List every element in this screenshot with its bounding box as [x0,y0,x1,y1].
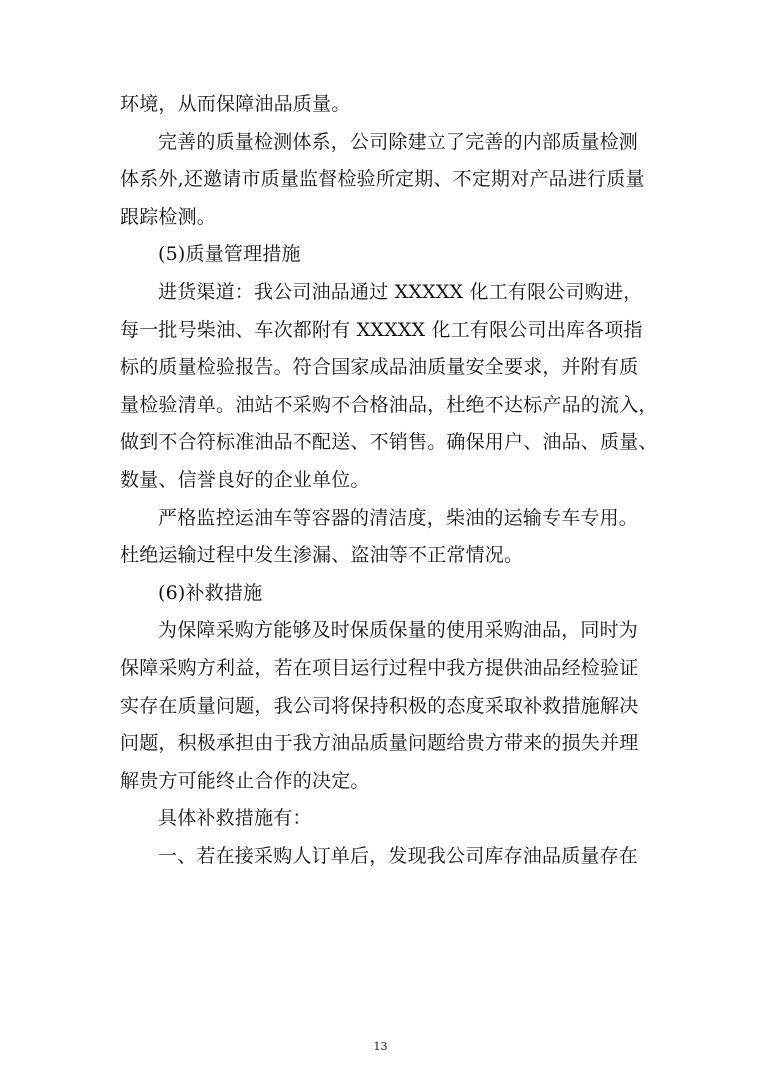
text-line: 实存在质量问题，我公司将保持积极的态度采取补救措施解决 [120,694,639,717]
text-line: 环境，从而保障油品质量。 [120,93,351,115]
section-heading: (6)补救措施 [158,581,263,604]
text-line: 标的质量检验报告。符合国家成品油质量安全要求，并附有质 [120,356,639,379]
text-line: 每一批号柴油、车次都附有 XXXXX 化工有限公司出库各项指 [120,318,643,341]
text-line: 问题，积极承担由于我方油品质量问题给贵方带来的损失并理 [120,732,639,755]
text-line: 杜绝运输过程中发生渗漏、盗油等不正常情况。 [120,544,524,567]
text-line: 体系外,还邀请市质量监督检验所定期、不定期对产品进行质量 [120,168,645,191]
body-text [120,86,658,875]
text-line: 完善的质量检测体系，公司除建立了完善的内部质量检测 [158,130,639,153]
text-line: 进货渠道：我公司油品通过 XXXXX 化工有限公司购进， [158,280,643,303]
text-line: 量检验清单。油站不采购不合格油品，杜绝不达标产品的流入， [120,393,658,416]
section-heading: (5)质量管理措施 [158,243,301,266]
text-line: 数量、信誉良好的企业单位。 [120,468,370,491]
text-line: 保障采购方利益，若在项目运行过程中我方提供油品经检验证 [120,656,639,679]
text-line: 为保障采购方能够及时保质保量的使用采购油品，同时为 [158,619,639,642]
text-line: 做到不合符标准油品不配送、不销售。确保用户、油品、质量、 [120,431,658,454]
text-line: 严格监控运油车等容器的清洁度，柴油的运输专车专用。 [158,506,639,529]
text-line: 一、若在接采购人订单后，发现我公司库存油品质量存在 [158,844,639,867]
page-number: 13 [373,1040,388,1053]
text-line: 跟踪检测。 [120,205,217,228]
text-line: 具体补救措施有： [158,807,312,830]
text-line: 解贵方可能终止合作的决定。 [120,769,370,792]
